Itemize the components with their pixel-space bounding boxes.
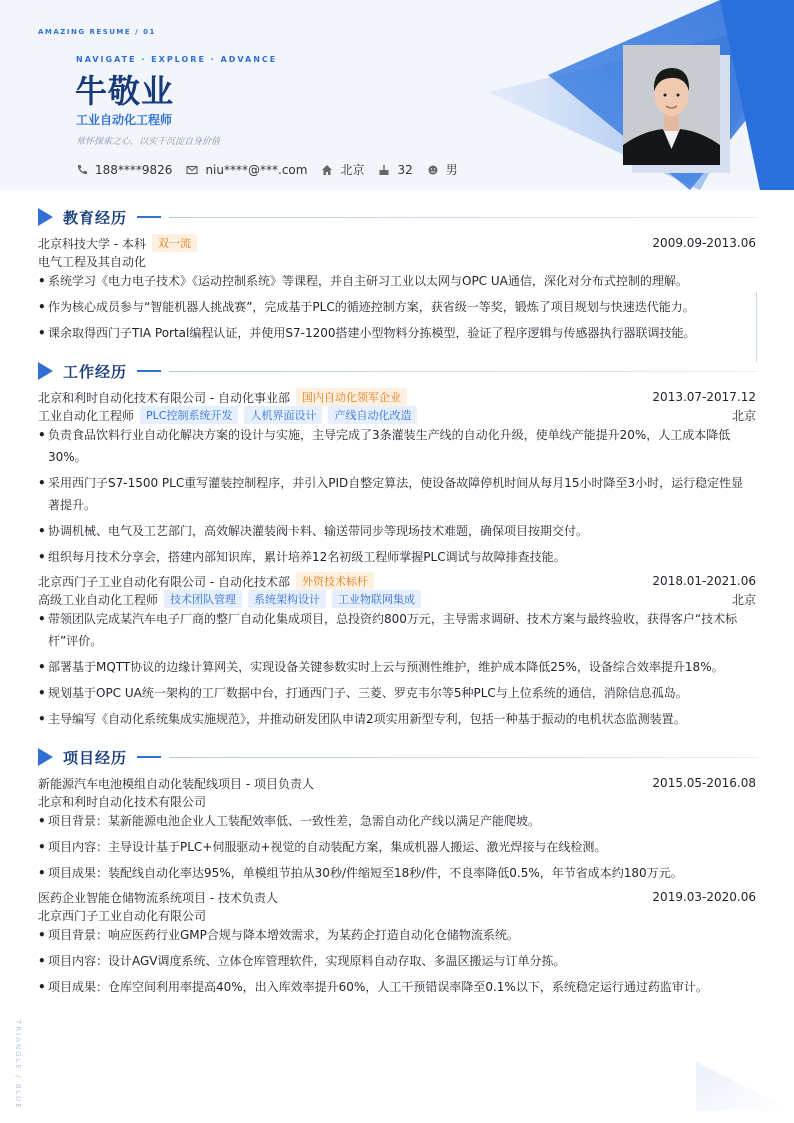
- list-item: • 系统学习《电力电子技术》《运动控制系统》等课程，并自主研习工业以太网与OPC UA通信，深化对分布式控制的理解。: [38, 270, 754, 292]
- school-tag: 双一流: [152, 234, 197, 252]
- project-company-row: [38, 792, 756, 810]
- age-text: 32: [397, 162, 413, 177]
- list-item: • 部署基于MQTT协议的边缘计算网关，实现设备关键参数实时上云与预测性维护，维护成本降低25%，设备综合效率提升18%。: [38, 656, 754, 678]
- major: 电气工程及其自动化: [38, 254, 147, 269]
- section-title: 项目经历: [63, 748, 128, 767]
- job-location: 北京: [731, 592, 756, 607]
- job-date: 2018.01-2021.06: [652, 574, 756, 588]
- job-location: 北京: [731, 408, 756, 423]
- triangle-icon: [38, 362, 53, 380]
- project-name: 新能源汽车电池模组自动化装配线项目 - 项目负责人: [38, 776, 314, 791]
- project-row: [38, 774, 756, 792]
- phone-text: 188****9826: [95, 162, 173, 177]
- list-item: • 项目背景：响应医药行业GMP合规与降本增效需求，为某药企打造自动化仓储物流系统。: [38, 924, 754, 946]
- company-name: 北京和利时自动化技术有限公司 - 自动化事业部: [38, 390, 290, 405]
- project-company: 北京西门子工业自动化有限公司: [38, 908, 207, 923]
- list-item: • 带领团队完成某汽车电子厂商的整厂自动化集成项目，总投资约800万元，主导需求调研、技术方案与最终验收，获得客户“技术标杆”评价。: [38, 608, 754, 652]
- phone-icon: [76, 164, 88, 176]
- project-date: 2015.05-2016.08: [652, 776, 756, 790]
- contact-bar: [76, 161, 472, 178]
- home-icon: [321, 164, 333, 176]
- project-row: [38, 888, 756, 906]
- education-row: [38, 234, 756, 252]
- section-dash: [137, 756, 161, 758]
- section-line: [169, 371, 758, 372]
- list-item: • 组织每月技术分享会，搭建内部知识库，累计培养12名初级工程师掌握PLC调试与故障排查技能。: [38, 546, 754, 568]
- person-name: 牛敬业: [75, 72, 175, 110]
- section-line: [169, 757, 758, 758]
- major-row: [38, 252, 756, 270]
- mail-icon: [186, 164, 198, 176]
- role: 高级工业自动化工程师: [38, 592, 159, 607]
- skill-tag: 人机界面设计: [244, 406, 322, 424]
- list-item: • 项目成果：装配线自动化率达95%，单模组节拍从30秒/件缩短至18秒/件，不良率降低0.5%，年节省成本约180万元。: [38, 862, 754, 884]
- gender-icon: [427, 164, 439, 176]
- job-date: 2013.07-2017.12: [652, 390, 756, 404]
- list-item: • 项目内容：主导设计基于PLC+伺服驱动+视觉的自动装配方案，集成机器人搬运、激光焊接与在线检测。: [38, 836, 754, 858]
- project-name: 医药企业智能仓储物流系统项目 - 技术负责人: [38, 890, 278, 905]
- cake-icon: [378, 164, 390, 176]
- section-dash: [137, 370, 161, 372]
- list-item: • 作为核心成员参与“智能机器人挑战赛”，完成基于PLC的循迹控制方案，获省级一等奖，锻炼了项目规划与快速迭代能力。: [38, 296, 754, 318]
- skill-tag: 工业物联网集成: [332, 590, 421, 608]
- education-date: 2009.09-2013.06: [652, 236, 756, 250]
- list-item: • 项目成果：仓库空间利用率提高40%，出入库效率提升60%，人工干预错误率降至0.1%以下，系统稳定运行通过药监审计。: [38, 976, 754, 998]
- gender-text: 男: [445, 163, 458, 177]
- triangle-icon: [38, 748, 53, 766]
- city-text: 北京: [340, 163, 365, 177]
- contact-gender: [427, 161, 458, 178]
- contact-age: [378, 163, 412, 177]
- section-line: [169, 217, 758, 218]
- role-row: [38, 590, 756, 608]
- list-item: • 项目背景：某新能源电池企业人工装配效率低、一致性差，急需自动化产线以满足产能爬坡。: [38, 810, 754, 832]
- side-divider: [756, 292, 757, 362]
- profile-photo: [623, 45, 720, 165]
- section-title: 工作经历: [63, 362, 128, 381]
- top-tag: AMAZING RESUME / 01: [38, 28, 156, 36]
- contact-email: [186, 163, 307, 177]
- role: 工业自动化工程师: [38, 408, 135, 423]
- company-name: 北京西门子工业自动化有限公司 - 自动化技术部: [38, 574, 290, 589]
- email-text: niu****@***.com: [205, 162, 308, 177]
- contact-phone: [76, 163, 172, 177]
- work-heading: [38, 361, 758, 381]
- job-row: [38, 572, 756, 590]
- list-item: • 协调机械、电气及工艺部门，高效解决灌装阀卡料、输送带同步等现场技术难题，确保项目按期交付。: [38, 520, 754, 542]
- skill-tag: 系统架构设计: [248, 590, 326, 608]
- avatar: [623, 45, 720, 165]
- skill-tag: 技术团队管理: [164, 590, 242, 608]
- section-dash: [137, 216, 161, 218]
- section-title: 教育经历: [63, 208, 128, 227]
- triangle-icon: [38, 208, 53, 226]
- list-item: • 采用西门子S7-1500 PLC重写灌装控制程序，并引入PID自整定算法，使设备故障停机时间从每月15小时降至3小时，运行稳定性显著提升。: [38, 472, 754, 516]
- role-row: [38, 406, 756, 424]
- list-item: • 规划基于OPC UA统一架构的工厂数据中台，打通西门子、三菱、罗克韦尔等5种PLC与上位系统的通信，消除信息孤岛。: [38, 682, 754, 704]
- project-company-row: [38, 906, 756, 924]
- job-row: [38, 388, 756, 406]
- motto: 常怀探索之心，以实干沉淀自身价值: [76, 137, 221, 147]
- list-item: • 负责食品饮料行业自动化解决方案的设计与实施，主导完成了3条灌装生产线的自动化升级，使单线产能提升20%，人工成本降低30%。: [38, 424, 754, 468]
- side-vertical-text: TRIANGLE / BLUE: [14, 1020, 22, 1110]
- list-item: • 主导编写《自动化系统集成实施规范》，并推动研发团队申请2项实用新型专利，包括一种基于振动的电机状态监测装置。: [38, 708, 754, 730]
- school-name: 北京科技大学 - 本科: [38, 236, 146, 251]
- contact-city: [321, 161, 364, 178]
- education-heading: [38, 207, 758, 227]
- nav-tag: NAVIGATE · EXPLORE · ADVANCE: [76, 55, 278, 64]
- job-title: 工业自动化工程师: [76, 113, 173, 127]
- company-tag: 国内自动化领军企业: [296, 388, 407, 406]
- project-date: 2019.03-2020.06: [652, 890, 756, 904]
- skill-tag: 产线自动化改造: [328, 406, 417, 424]
- list-item: • 课余取得西门子TIA Portal编程认证，并使用S7-1200搭建小型物料分拣模型，验证了程序逻辑与传感器执行器联调技能。: [38, 322, 754, 344]
- company-tag: 外资技术标杆: [296, 572, 374, 590]
- skill-tag: PLC控制系统开发: [140, 406, 238, 424]
- project-company: 北京和利时自动化技术有限公司: [38, 794, 207, 809]
- list-item: • 项目内容：设计AGV调度系统、立体仓库管理软件，实现原料自动存取、多温区搬运与订单分拣。: [38, 950, 754, 972]
- projects-heading: [38, 747, 758, 767]
